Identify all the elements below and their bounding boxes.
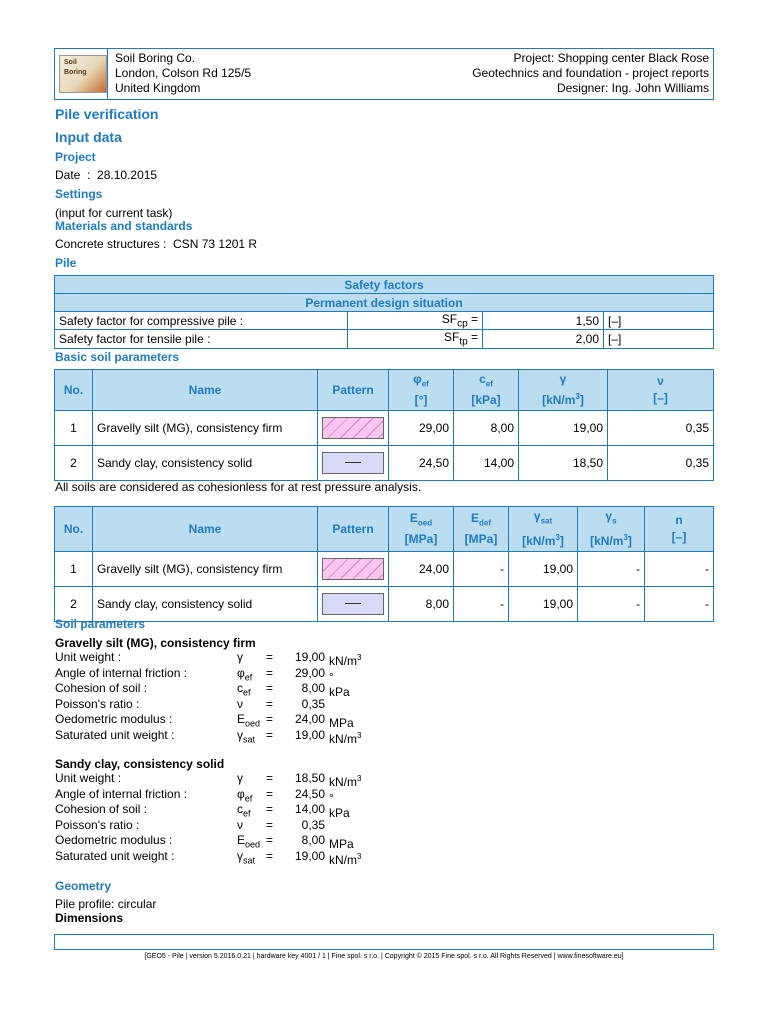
- page-title: Pile verification: [55, 106, 159, 122]
- gs-unit-sup: 3: [623, 533, 628, 543]
- date-separator: :: [87, 168, 91, 182]
- gamma-unit-sup: 3: [575, 392, 580, 402]
- col-pattern: Pattern: [318, 507, 389, 552]
- col-name: Name: [93, 370, 318, 411]
- edef-sub: def: [479, 518, 491, 528]
- table-row: [55, 552, 714, 587]
- c-sub: ef: [485, 379, 493, 389]
- param-unit: [329, 771, 361, 791]
- gamma-unit-end: ]: [579, 393, 584, 408]
- cell-pattern: [318, 587, 389, 622]
- phi-unit: [°]: [414, 393, 428, 408]
- param-unit-text: kN/m: [329, 852, 357, 867]
- param-value: [278, 787, 325, 803]
- sf-value: 1,50: [483, 312, 604, 330]
- gamma-unit: [kN/m: [542, 393, 576, 408]
- cell-name: Sandy clay, consistency solid: [93, 446, 318, 481]
- param-label: Angle of internal friction :: [55, 665, 188, 680]
- edef-unit: [MPa]: [464, 532, 498, 547]
- param-symbol-sub: ef: [244, 671, 253, 682]
- footer-text: [GEO5 - Pile | version 5.2016.0.21 | hardware key 4001 / 1 | Fine spol. s r.o. | Copyright © 2015 Fine spol. s r.o. All Rights Reserved | www.finesoftware.eu]: [144, 953, 624, 960]
- phi-symbol: φ: [413, 372, 422, 386]
- soil-pattern-swatch: [322, 558, 384, 580]
- col-gsat: [509, 507, 578, 552]
- param-label: Oedometric modulus :: [55, 712, 173, 726]
- cell-phi: 29,00: [389, 411, 454, 446]
- param-unit-text: °: [329, 790, 334, 805]
- param-unit: [329, 681, 350, 701]
- edef-symbol: E: [470, 511, 479, 525]
- param-symbol-main: E: [237, 833, 246, 847]
- project-heading: Project: [55, 150, 96, 164]
- param-unit-sup: 3: [357, 851, 362, 861]
- soil-param-name: Sandy clay, consistency solid: [55, 757, 225, 771]
- param-number: 0,35: [301, 696, 325, 711]
- col-edef: [454, 507, 509, 552]
- company-address: London, Colson Rd 125/5: [115, 66, 252, 80]
- param-value: [278, 728, 325, 744]
- cell-name: Sandy clay, consistency solid: [93, 587, 318, 622]
- sf-symbol-main: SF: [443, 330, 460, 345]
- param-number: 29,00: [294, 665, 325, 680]
- project-info: [472, 51, 709, 96]
- param-symbol-main: ν: [237, 696, 243, 711]
- gsat-sub: sat: [540, 516, 553, 526]
- col-n: [645, 507, 714, 552]
- cell-pattern: [318, 552, 389, 587]
- project-name: Project: Shopping center Black Rose: [513, 51, 709, 65]
- sf-unit: [–]: [604, 330, 714, 348]
- param-symbol-sub: ef: [244, 792, 253, 803]
- logo-text-soil: Soil: [64, 59, 77, 66]
- param-symbol-sub: ef: [243, 808, 251, 819]
- logo-text-boring: Boring: [64, 69, 87, 76]
- param-number: 18,50: [294, 771, 325, 785]
- date-label: Date: [55, 168, 81, 182]
- cell-gamma: 19,00: [519, 411, 608, 446]
- param-value: [278, 681, 325, 697]
- param-symbol-main: γ: [237, 650, 243, 664]
- cell-pattern: [318, 411, 389, 446]
- company-logo: [59, 55, 107, 93]
- table-row: [55, 411, 714, 446]
- gsat-unit-sup: 3: [555, 533, 560, 543]
- cell-gs: -: [578, 552, 645, 587]
- param-value: [278, 771, 325, 787]
- table-row: [55, 587, 714, 622]
- design-situation: Permanent design situation: [55, 294, 714, 312]
- cell-gsat: 19,00: [509, 587, 578, 622]
- cell-name: Gravelly silt (MG), consistency firm: [93, 411, 318, 446]
- param-label: Unit weight :: [55, 771, 122, 785]
- eoed-sub: oed: [417, 518, 433, 528]
- param-symbol-main: E: [237, 712, 246, 726]
- sf-symbol-sub: tp: [459, 336, 468, 348]
- soil-pattern-swatch: [322, 593, 384, 615]
- cell-gs: -: [578, 587, 645, 622]
- param-symbol-main: γ: [237, 771, 243, 785]
- param-unit-text: MPa: [329, 837, 354, 851]
- param-symbol-main: γ: [237, 727, 243, 742]
- param-number: 24,00: [294, 712, 325, 726]
- sf-eq: =: [467, 330, 478, 345]
- pile-profile: Pile profile: circular: [55, 897, 157, 911]
- table-row: [55, 330, 714, 348]
- cell-edef: -: [454, 587, 509, 622]
- param-label: Cohesion of soil :: [55, 681, 148, 695]
- param-number: 19,00: [294, 848, 325, 863]
- param-equals: =: [266, 696, 274, 711]
- param-symbol-main: c: [237, 802, 243, 816]
- cell-nu: 0,35: [608, 446, 714, 481]
- param-number: 8,00: [301, 681, 325, 695]
- company-country: United Kingdom: [115, 81, 201, 95]
- soil-pattern-swatch: [322, 417, 384, 439]
- param-label: Angle of internal friction :: [55, 786, 188, 801]
- eoed-unit: [MPa]: [404, 532, 438, 547]
- soil-parameters-heading: Soil parameters: [55, 617, 146, 631]
- param-equals: =: [266, 848, 274, 863]
- param-symbol-sub: ef: [243, 687, 251, 698]
- cell-pattern: [318, 446, 389, 481]
- param-label: Cohesion of soil :: [55, 802, 148, 816]
- n-symbol: n: [675, 513, 683, 528]
- param-equals: =: [266, 681, 274, 695]
- concrete-label: Concrete structures :: [55, 237, 167, 251]
- param-symbol-main: c: [237, 681, 243, 695]
- safety-factors-title: Safety factors: [55, 276, 714, 294]
- sf-value: 2,00: [483, 330, 604, 348]
- materials-heading: Materials and standards: [55, 219, 193, 233]
- table-row: [55, 446, 714, 481]
- basic-soil-heading: Basic soil parameters: [55, 350, 180, 364]
- col-pattern: Pattern: [318, 370, 389, 411]
- settings-heading: Settings: [55, 187, 103, 201]
- concrete-row: [55, 237, 257, 251]
- param-unit-text: kPa: [329, 685, 350, 699]
- col-c: [454, 370, 519, 411]
- cell-gamma: 18,50: [519, 446, 608, 481]
- soil-param-name: Gravelly silt (MG), consistency firm: [55, 636, 256, 650]
- table-row: [55, 312, 714, 330]
- settings-note: (input for current task): [55, 206, 173, 220]
- cell-c: 8,00: [454, 411, 519, 446]
- param-unit-sup: 3: [357, 774, 362, 783]
- cell-nu: 0,35: [608, 411, 714, 446]
- cell-no: 1: [55, 411, 93, 446]
- sf-unit: [–]: [604, 312, 714, 330]
- sf-symbol: [348, 330, 483, 348]
- cell-c: 14,00: [454, 446, 519, 481]
- header-divider: [107, 49, 108, 99]
- gsat-symbol: γ: [533, 509, 541, 523]
- sf-symbol-sub: cp: [457, 318, 468, 330]
- eoed-symbol: E: [409, 511, 418, 525]
- gs-unit-end: ]: [627, 534, 632, 549]
- dimensions-heading: Dimensions: [55, 911, 124, 925]
- param-symbol-main: ν: [237, 817, 243, 832]
- param-symbol: [237, 728, 255, 748]
- param-value: [278, 802, 325, 818]
- date-value: 28.10.2015: [97, 168, 158, 182]
- c-symbol: c: [479, 372, 486, 386]
- param-label: Saturated unit weight :: [55, 727, 175, 742]
- basic-soil-table: [54, 369, 714, 481]
- param-label: Unit weight :: [55, 650, 122, 664]
- col-gamma: [519, 370, 608, 411]
- param-symbol-sub: oed: [245, 718, 261, 729]
- concrete-value: CSN 73 1201 R: [173, 237, 258, 251]
- param-label: Poisson's ratio :: [55, 696, 140, 711]
- nu-unit: [–]: [653, 391, 668, 406]
- param-equals: =: [266, 833, 274, 847]
- param-value: [278, 833, 325, 849]
- pile-heading: Pile: [55, 256, 77, 270]
- param-symbol-main: φ: [237, 786, 245, 801]
- param-value: [278, 818, 325, 834]
- cell-eoed: 24,00: [389, 552, 454, 587]
- cell-no: 2: [55, 446, 93, 481]
- param-equals: =: [266, 650, 274, 664]
- sf-symbol: [348, 312, 483, 330]
- c-unit: [kPa]: [471, 393, 501, 408]
- param-value: [278, 650, 325, 666]
- cell-no: 2: [55, 587, 93, 622]
- param-equals: =: [266, 817, 274, 832]
- company-info: [115, 51, 251, 96]
- col-phi: [389, 370, 454, 411]
- param-number: 24,50: [294, 786, 325, 801]
- param-symbol-sub: oed: [245, 839, 261, 850]
- sf-symbol-main: SF: [441, 312, 458, 326]
- param-equals: =: [266, 727, 274, 742]
- soil-pattern-swatch: [322, 452, 384, 474]
- cell-eoed: 8,00: [389, 587, 454, 622]
- col-eoed: [389, 507, 454, 552]
- param-symbol-sub: sat: [243, 854, 256, 865]
- geometry-heading: Geometry: [55, 879, 112, 893]
- param-unit: [329, 802, 350, 822]
- param-unit: [329, 849, 361, 869]
- col-name: Name: [93, 507, 318, 552]
- cell-gsat: 19,00: [509, 552, 578, 587]
- gs-unit: [kN/m: [590, 534, 624, 549]
- param-unit-text: kN/m: [329, 654, 357, 668]
- param-unit-sup: 3: [357, 653, 362, 662]
- phi-sub: ef: [421, 379, 429, 389]
- cell-no: 1: [55, 552, 93, 587]
- param-number: 8,00: [301, 833, 325, 847]
- param-symbol-sub: sat: [243, 733, 256, 744]
- param-label: Saturated unit weight :: [55, 848, 175, 863]
- param-unit: [329, 650, 361, 670]
- param-label: Oedometric modulus :: [55, 833, 173, 847]
- gs-sub: s: [612, 516, 617, 526]
- param-unit-text: MPa: [329, 716, 354, 730]
- gs-symbol: γ: [605, 509, 613, 523]
- param-equals: =: [266, 802, 274, 816]
- param-unit-text: kPa: [329, 806, 350, 820]
- param-symbol-main: γ: [237, 848, 243, 863]
- project-designer: Designer: Ing. John Williams: [556, 81, 709, 95]
- param-unit-text: °: [329, 669, 334, 684]
- param-symbol: [237, 849, 255, 869]
- param-number: 0,35: [301, 817, 325, 832]
- param-value: [278, 666, 325, 682]
- col-gs: [578, 507, 645, 552]
- col-no: No.: [55, 507, 93, 552]
- sf-eq: =: [467, 312, 478, 326]
- col-no: No.: [55, 370, 93, 411]
- param-value: [278, 712, 325, 728]
- empty-frame: [54, 934, 714, 950]
- param-number: 19,00: [294, 727, 325, 742]
- param-equals: =: [266, 771, 274, 785]
- n-unit: [–]: [671, 530, 687, 545]
- project-reports: Geotechnics and foundation - project reports: [472, 66, 709, 80]
- gamma-symbol: γ: [559, 372, 567, 387]
- sf-label: Safety factor for compressive pile :: [55, 312, 348, 330]
- cell-name: Gravelly silt (MG), consistency firm: [93, 552, 318, 587]
- param-equals: =: [266, 665, 274, 680]
- param-unit-text: kN/m: [329, 731, 357, 746]
- param-unit-text: kN/m: [329, 775, 357, 789]
- param-unit: [329, 728, 361, 748]
- cohesionless-note: All soils are considered as cohesionless for at rest pressure analysis.: [55, 480, 422, 494]
- param-unit-sup: 3: [357, 730, 362, 740]
- gsat-unit-end: ]: [559, 534, 564, 549]
- param-symbol-main: φ: [237, 665, 245, 680]
- param-label: Poisson's ratio :: [55, 817, 140, 832]
- param-number: 19,00: [294, 650, 325, 664]
- report-header: [54, 48, 714, 100]
- safety-factors-table: [54, 275, 714, 349]
- soil-moduli-table: [54, 506, 714, 622]
- gsat-unit: [kN/m: [522, 534, 556, 549]
- col-nu: [608, 370, 714, 411]
- param-equals: =: [266, 786, 274, 801]
- cell-edef: -: [454, 552, 509, 587]
- cell-phi: 24,50: [389, 446, 454, 481]
- nu-symbol: ν: [657, 374, 664, 389]
- sf-label: Safety factor for tensile pile :: [55, 330, 348, 348]
- param-value: [278, 849, 325, 865]
- date-row: [55, 168, 157, 182]
- input-data-heading: Input data: [55, 129, 122, 145]
- param-number: 14,00: [294, 802, 325, 816]
- param-value: [278, 697, 325, 713]
- company-name: Soil Boring Co.: [115, 51, 196, 65]
- cell-n: -: [645, 587, 714, 622]
- param-equals: =: [266, 712, 274, 726]
- cell-n: -: [645, 552, 714, 587]
